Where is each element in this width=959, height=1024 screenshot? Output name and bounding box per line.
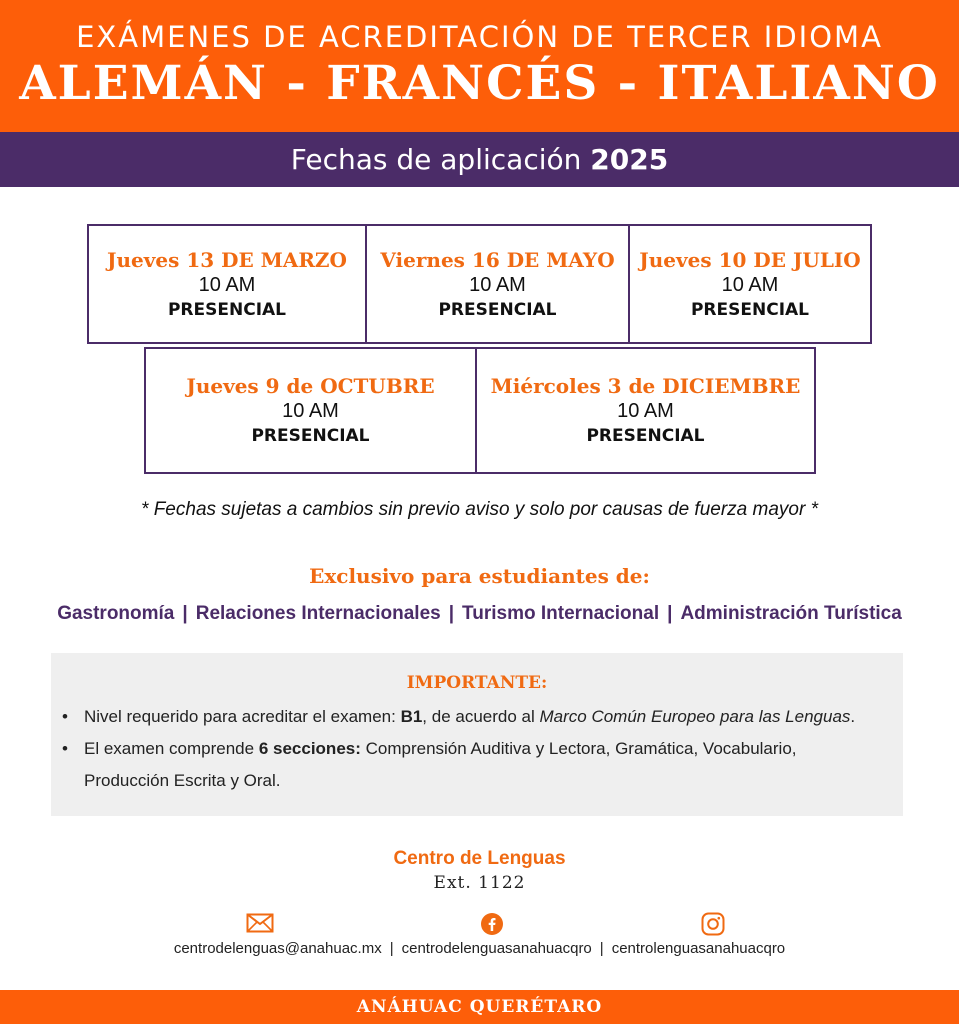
date-mode: PRESENCIAL (586, 426, 705, 446)
list-item (62, 733, 884, 797)
item-text: , de acuerdo al (422, 707, 540, 726)
footer-banner: ANÁHUAC QUERÉTARO (0, 990, 959, 1024)
date-label: Jueves 9 de OCTUBRE (186, 374, 435, 398)
date-cell (477, 349, 814, 472)
date-cell (146, 349, 477, 472)
bullet: • (62, 707, 68, 726)
date-mode: PRESENCIAL (690, 299, 810, 320)
career-separator: | (182, 603, 188, 624)
item-bold: B1 (400, 707, 423, 726)
date-cell (89, 226, 367, 342)
link-separator: | (599, 940, 604, 957)
header-supertitle: EXÁMENES DE ACREDITACIÓN DE TERCER IDIOMA (76, 20, 883, 54)
contact-heading: Centro de Lenguas (393, 848, 566, 869)
link-separator: | (389, 940, 394, 957)
contact-links (0, 940, 959, 957)
date-label: Viernes 16 DE MAYO (380, 247, 615, 272)
dates-row-2 (144, 347, 816, 474)
date-time: 10 AM (469, 273, 526, 296)
date-mode: PRESENCIAL (438, 299, 557, 320)
career-item: Gastronomía (57, 603, 175, 624)
facebook-link[interactable]: centrodelenguasanahuacqro (401, 940, 592, 957)
career-item: Relaciones Internacionales (195, 603, 441, 624)
date-mode: PRESENCIAL (167, 299, 287, 320)
date-label: Jueves 13 DE MARZO (107, 247, 347, 272)
list-item (62, 701, 884, 733)
item-text: Comprensión Auditiva y Lectora, Gramática, Vocabulario, Producción Escrita y Oral. (84, 739, 797, 790)
header-banner (0, 0, 959, 132)
date-label: Miércoles 3 de DICIEMBRE (490, 374, 801, 398)
date-cell (367, 226, 630, 342)
item-text: . (850, 707, 856, 726)
career-item: Turismo Internacional (462, 603, 660, 624)
important-box (51, 653, 903, 816)
date-label: Jueves 10 DE JULIO (639, 247, 861, 272)
instagram-icon[interactable] (701, 912, 725, 936)
facebook-icon[interactable] (480, 912, 504, 936)
disclaimer-note: * Fechas sujetas a cambios sin previo aviso y solo por causas de fuerza mayor * (141, 499, 818, 520)
item-text: Nivel requerido para acreditar el examen: (84, 707, 401, 726)
important-heading: IMPORTANTE: (406, 673, 548, 693)
contact-extension: Ext. 1122 (433, 873, 526, 893)
header-title: ALEMÁN - FRANCÉS - ITALIANO (19, 56, 940, 111)
date-time: 10 AM (282, 400, 339, 422)
email-link[interactable]: centrodelenguas@anahuac.mx (173, 940, 382, 957)
item-italic: Marco Común Europeo para las Lenguas (539, 707, 851, 726)
career-separator: | (448, 603, 455, 624)
career-item: Administración Turística (680, 603, 902, 624)
dates-band (0, 132, 959, 187)
envelope-icon (246, 912, 274, 934)
date-cell (630, 226, 870, 342)
career-separator: | (667, 603, 673, 624)
item-bold: 6 secciones: (258, 739, 361, 758)
item-text: El examen comprende (84, 739, 259, 758)
date-mode: PRESENCIAL (251, 426, 370, 446)
exclusive-heading: Exclusivo para estudiantes de: (309, 564, 650, 588)
date-time: 10 AM (198, 273, 256, 296)
band-year: 2025 (590, 143, 669, 176)
dates-row-1 (87, 224, 872, 344)
important-list (51, 701, 884, 797)
instagram-link[interactable]: centrolenguasanahuacqro (611, 940, 786, 957)
band-label: Fechas de aplicación (290, 143, 582, 176)
date-time: 10 AM (617, 400, 674, 422)
date-time: 10 AM (721, 273, 779, 296)
bullet: • (62, 739, 68, 758)
careers-list (0, 603, 959, 625)
